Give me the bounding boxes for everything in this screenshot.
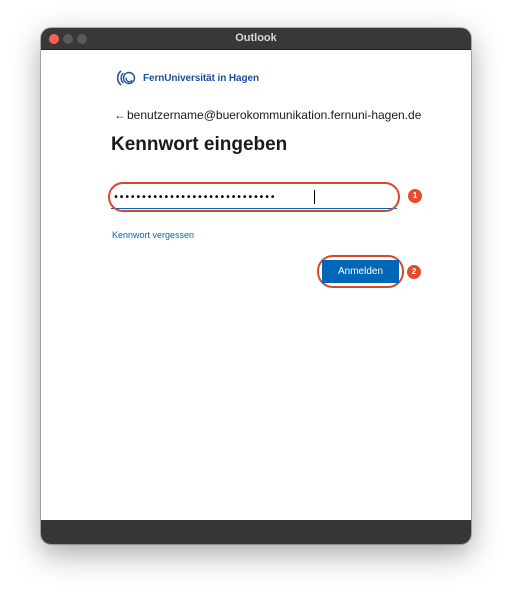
page-title: Kennwort eingeben: [111, 134, 288, 155]
username-label: benutzername@buerokommunikation.fernuni-hagen.de: [127, 108, 422, 122]
fernuni-logo-icon: [117, 68, 139, 88]
title-bar: [41, 28, 471, 50]
account-row: [114, 108, 421, 122]
outlook-window: [41, 28, 471, 544]
signin-button[interactable]: Anmelden: [322, 260, 399, 283]
window-bottom-bar: [41, 520, 471, 544]
back-arrow-icon[interactable]: ←: [114, 108, 126, 122]
annotation-badge-1: 1: [408, 189, 422, 203]
window-title: Outlook: [235, 32, 277, 44]
annotation-oval-password: [108, 182, 400, 212]
university-logo: [117, 68, 259, 88]
logo-text: FernUniversität in Hagen: [143, 72, 259, 84]
forgot-password-link[interactable]: Kennwort vergessen: [112, 230, 195, 240]
annotation-badge-2: 2: [407, 265, 421, 279]
signin-panel: [41, 50, 471, 520]
